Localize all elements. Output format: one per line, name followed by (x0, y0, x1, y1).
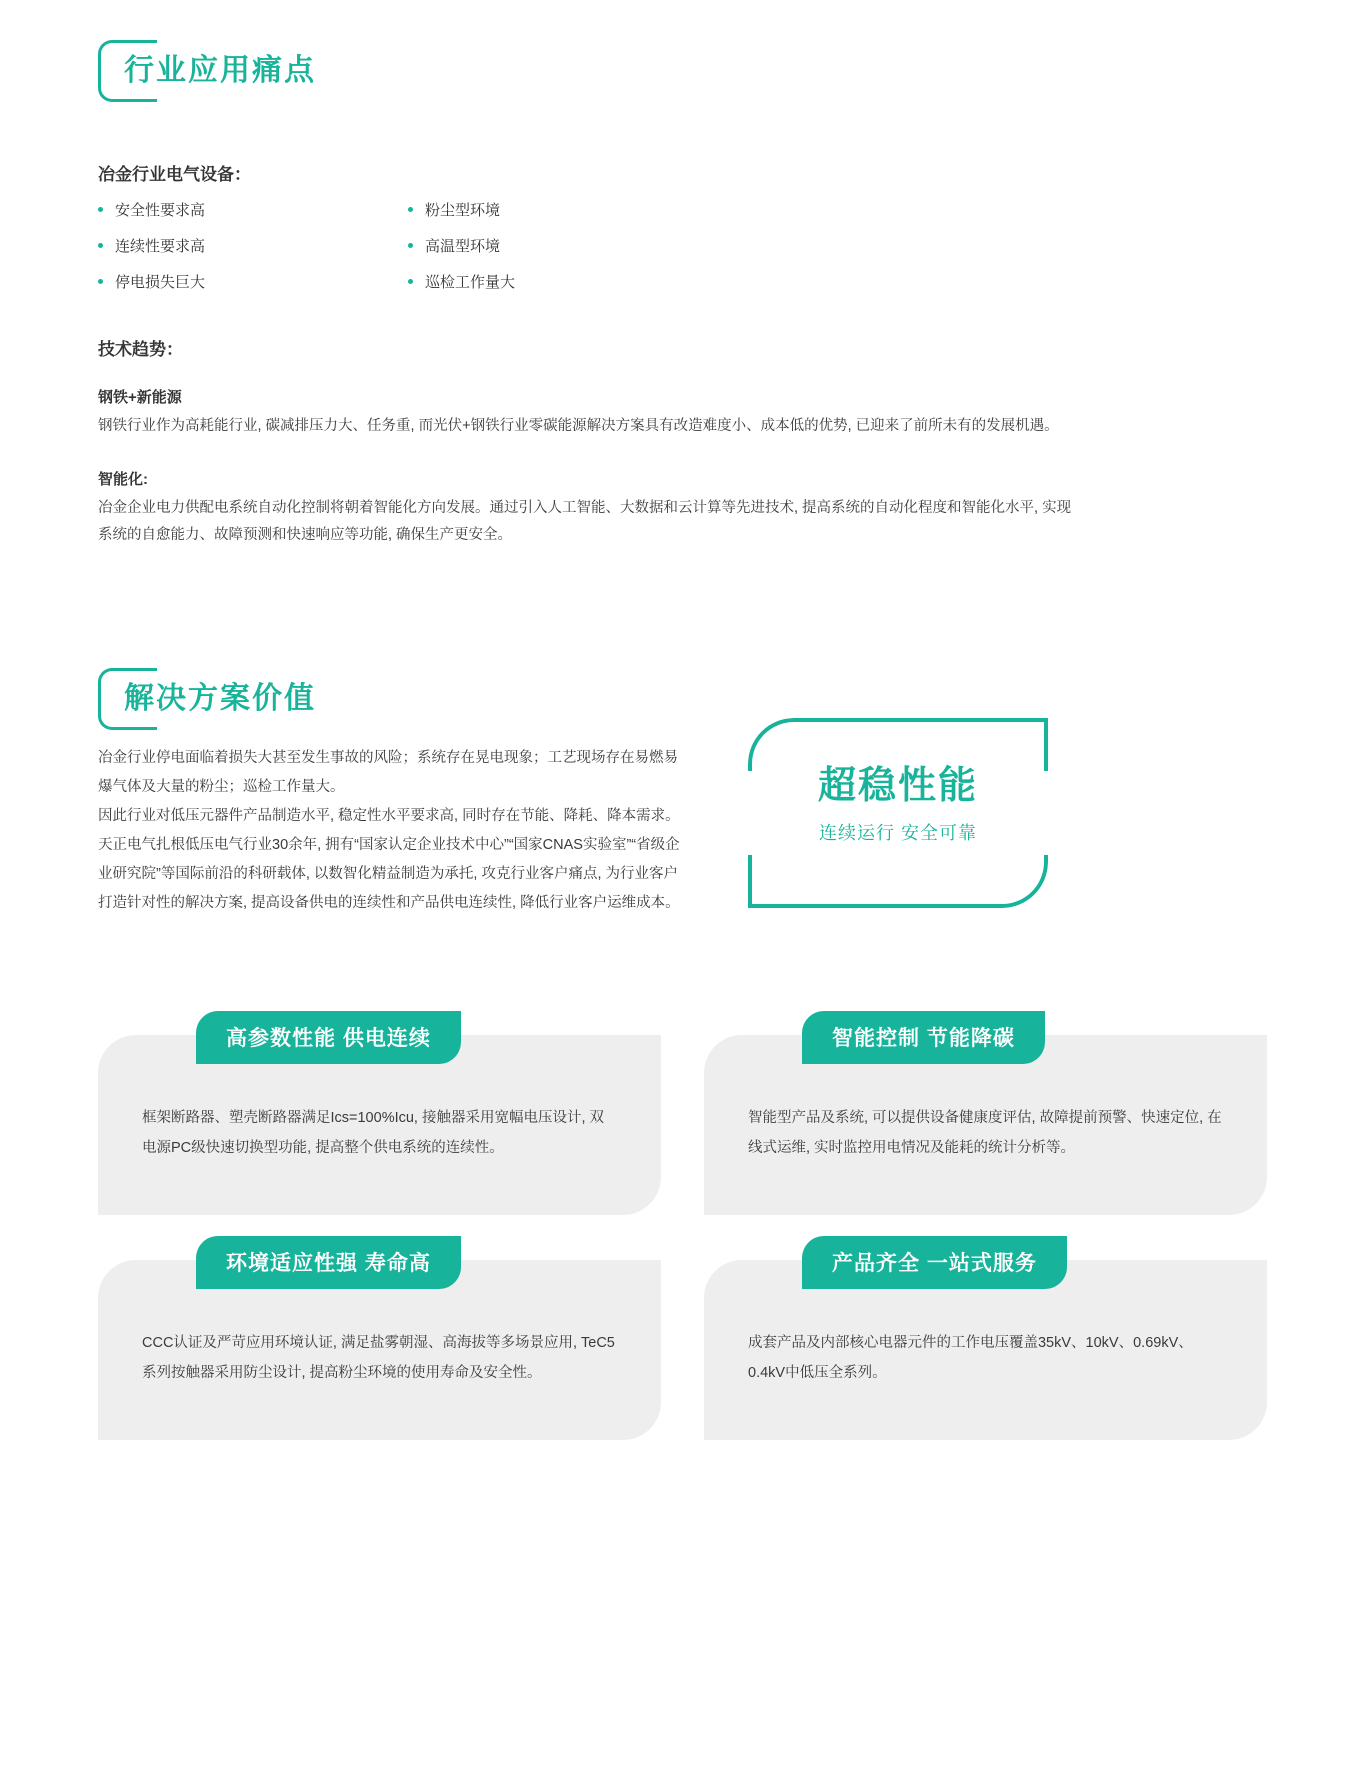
list-item (408, 199, 718, 220)
trend-text-intelligentization: 冶金企业电力供配电系统自动化控制将朝着智能化方向发展。通过引入人工智能、大数据和云计算等先进技术, 提高系统的自动化程度和智能化水平, 实现系统的自愈能力、故障预测和快速响应等功能, 确保生产更安全。 (98, 500, 1072, 543)
badge-title: 超稳性能 (817, 765, 978, 807)
value-card-grid (98, 1027, 1268, 1485)
card-title: 环境适应性强 寿命高 (196, 1236, 461, 1289)
card-row-bottom (98, 1252, 1268, 1440)
value-card (98, 1027, 661, 1215)
list-item-label: 停电损失巨大 (115, 274, 206, 291)
performance-badge (748, 718, 1048, 908)
list-item (98, 271, 408, 292)
bullet-column-right (408, 199, 718, 307)
bullet-dot-icon (408, 207, 413, 212)
equipment-subheading: 冶金行业电气设备： (98, 165, 251, 184)
section-industry-pain-points (98, 40, 1258, 549)
badge-subtitle: 连续运行 安全可靠 (818, 823, 977, 843)
trend-text-steel-newenergy: 钢铁行业作为高耗能行业, 碳减排压力大、任务重, 而光伏+钢铁行业零碳能源解决方案具有改造难度小、成本低的优势, 已迎来了前所未有的发展机遇。 (98, 418, 1059, 434)
value-card (98, 1252, 661, 1440)
pain-point-bullet-columns (98, 199, 1258, 307)
bullet-column-left (98, 199, 408, 307)
card-title: 智能控制 节能降碳 (802, 1011, 1045, 1064)
trend-title-intelligentization: 智能化: (98, 471, 148, 488)
value-card (704, 1027, 1267, 1215)
list-item-label: 巡检工作量大 (425, 274, 516, 291)
list-item-label: 安全性要求高 (115, 202, 206, 219)
section-solution-value (98, 668, 1258, 918)
section-title: 解决方案价值 (124, 682, 316, 715)
section-header (98, 668, 1258, 730)
bullet-dot-icon (408, 279, 413, 284)
card-row-top (98, 1027, 1268, 1215)
bullet-dot-icon (98, 207, 103, 212)
card-text: 成套产品及内部核心电器元件的工作电压覆盖35kV、10kV、0.69kV、0.4kV中低压全系列。 (748, 1335, 1193, 1381)
list-item (408, 235, 718, 256)
card-text: CCC认证及严苛应用环境认证, 满足盐雾朝湿、高海拔等多场景应用, TeC5系列按触器采用防尘设计, 提高粉尘环境的使用寿命及安全性。 (142, 1335, 615, 1381)
section-header (98, 40, 1258, 102)
badge-text-group (786, 763, 1010, 845)
value-card (704, 1252, 1267, 1440)
list-item-label: 粉尘型环境 (425, 202, 501, 219)
bullet-dot-icon (98, 243, 103, 248)
card-text: 智能型产品及系统, 可以提供设备健康度评估, 故障提前预警、快速定位, 在线式运维, 实时监控用电情况及能耗的统计分析等。 (748, 1110, 1222, 1156)
card-title: 高参数性能 供电连续 (196, 1011, 461, 1064)
list-item-label: 连续性要求高 (115, 238, 206, 255)
value-paragraph-1: 冶金行业停电面临着损失大甚至发生事故的风险；系统存在晃电现象；工艺现场存在易燃易爆气体及大量的粉尘；巡检工作量大。 (98, 750, 678, 795)
tech-trend-subheading: 技术趋势： (98, 340, 183, 359)
list-item (98, 199, 408, 220)
card-text: 框架断路器、塑壳断路器满足Ics=100%Icu, 接触器采用宽幅电压设计, 双电源PC级快速切换型功能, 提高整个供电系统的连续性。 (142, 1110, 605, 1156)
solution-value-body (98, 744, 688, 918)
bullet-dot-icon (98, 279, 103, 284)
value-paragraph-2: 因此行业对低压元器件产品制造水平, 稳定性水平要求高, 同时存在节能、降耗、降本需求。天正电气扎根低压电气行业30余年, 拥有“国家认定企业技术中心”“国家CNAS实验室”“省级企业研究院”等国际前沿的科研载体, 以数智化精益制造为承托, 攻克行业客户痛点, 为行业客户打造针对性的解决方案, 提高设备供电的连续性和产品供电连续性, 降低行业客户运维成本。 (98, 808, 680, 911)
list-item-label: 高温型环境 (425, 238, 501, 255)
trend-title-steel-newenergy: 钢铁+新能源 (98, 389, 182, 406)
section-title: 行业应用痛点 (124, 54, 316, 87)
bullet-dot-icon (408, 243, 413, 248)
list-item (98, 235, 408, 256)
list-item (408, 271, 718, 292)
card-title: 产品齐全 一站式服务 (802, 1236, 1067, 1289)
